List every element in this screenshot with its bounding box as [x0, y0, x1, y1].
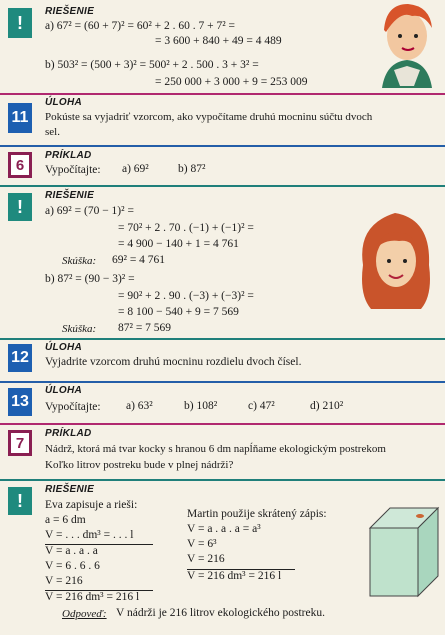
solution-title: RIEŠENIE [45, 190, 95, 201]
martin-line: V = a . a . a = a³ [187, 523, 261, 535]
martin-line: V = 216 [187, 553, 225, 565]
solution-icon: ! [8, 193, 32, 221]
eva-line: V = 216 dm³ = 216 l [45, 591, 140, 603]
martin-line: V = 6³ [187, 538, 217, 550]
cube-tank-illustration [360, 500, 440, 600]
solution-line: a) 69² = (70 − 1)² = [45, 205, 134, 217]
divider [0, 145, 445, 147]
eva-line: Eva zapisuje a rieši: [45, 499, 138, 511]
eva-line: V = . . . dm³ = . . . l [45, 529, 134, 541]
task-prompt: Vypočítajte: [45, 401, 101, 413]
task-title: ÚLOHA [45, 385, 83, 396]
task-number-badge: 13 [8, 388, 32, 416]
eva-line: V = 6 . 6 . 6 [45, 560, 100, 572]
example-text: Nádrž, ktorá má tvar kocky s hranou 6 dm napĺňame ekologickým postrekom [45, 443, 386, 455]
eva-line: V = a . a . a [45, 545, 98, 557]
check-value: 69² = 4 761 [112, 254, 166, 266]
task-number-badge: 12 [8, 344, 32, 372]
divider [0, 93, 445, 95]
example-item: a) 69² [122, 163, 149, 175]
solution-title: RIEŠENIE [45, 484, 95, 495]
example-title: PRÍKLAD [45, 428, 92, 439]
solution-line: = 3 600 + 840 + 49 = 4 489 [155, 35, 282, 47]
martin-line: Martin použije skrátený zápis: [187, 508, 327, 520]
solution-icon: ! [8, 487, 32, 515]
divider [0, 338, 445, 340]
solution-line: = 250 000 + 3 000 + 9 = 253 009 [155, 76, 308, 88]
example-item: b) 87² [178, 163, 206, 175]
task-title: ÚLOHA [45, 97, 83, 108]
task-number-badge: 11 [8, 103, 32, 133]
solution-line: b) 87² = (90 − 3)² = [45, 273, 135, 285]
solution-line: = 4 900 − 140 + 1 = 4 761 [118, 238, 239, 250]
example-text: Koľko litrov postreku bude v plnej nádrži? [45, 459, 234, 471]
example-title: PRÍKLAD [45, 150, 92, 161]
divider [0, 185, 445, 187]
task-text: Pokúste sa vyjadriť vzorcom, ako vypočítame druhú mocninu súčtu dvoch [45, 111, 373, 123]
answer-text: V nádrži je 216 litrov ekologického postreku. [116, 607, 325, 619]
solution-line: a) 67² = (60 + 7)² = 60² + 2 . 60 . 7 + 7² = [45, 20, 236, 32]
solution-line: b) 503² = (500 + 3)² = 500² + 2 . 500 . 3 + 3² = [45, 59, 259, 71]
check-label: Skúška: [62, 255, 97, 267]
task-item: b) 108² [184, 400, 218, 412]
martin-line: V = 216 dm³ = 216 l [187, 570, 282, 582]
eva-line: a = 6 dm [45, 514, 86, 526]
solution-icon: ! [8, 8, 32, 38]
check-label: Skúška: [62, 323, 97, 335]
task-title: ÚLOHA [45, 342, 83, 353]
girl-illustration [355, 205, 437, 315]
divider [0, 479, 445, 481]
task-item: a) 63² [126, 400, 153, 412]
example-prompt: Vypočítajte: [45, 164, 101, 176]
solution-line: = 8 100 − 540 + 9 = 7 569 [118, 306, 239, 318]
eva-line: V = 216 [45, 575, 83, 587]
task-text: Vyjadrite vzorcom druhú mocninu rozdielu dvoch čísel. [45, 356, 302, 368]
solution-title: RIEŠENIE [45, 6, 95, 17]
boy-illustration [372, 0, 442, 88]
solution-line: = 70² + 2 . 70 . (−1) + (−1)² = [118, 222, 254, 234]
check-value: 87² = 7 569 [118, 322, 172, 334]
divider [0, 381, 445, 383]
answer-label: Odpoveď: [62, 608, 107, 620]
task-item: c) 47² [248, 400, 275, 412]
task-item: d) 210² [310, 400, 344, 412]
task-text: sel. [45, 126, 60, 138]
divider [0, 423, 445, 425]
example-number-badge: 7 [8, 430, 32, 456]
example-number-badge: 6 [8, 152, 32, 178]
solution-line: = 90² + 2 . 90 . (−3) + (−3)² = [118, 290, 254, 302]
